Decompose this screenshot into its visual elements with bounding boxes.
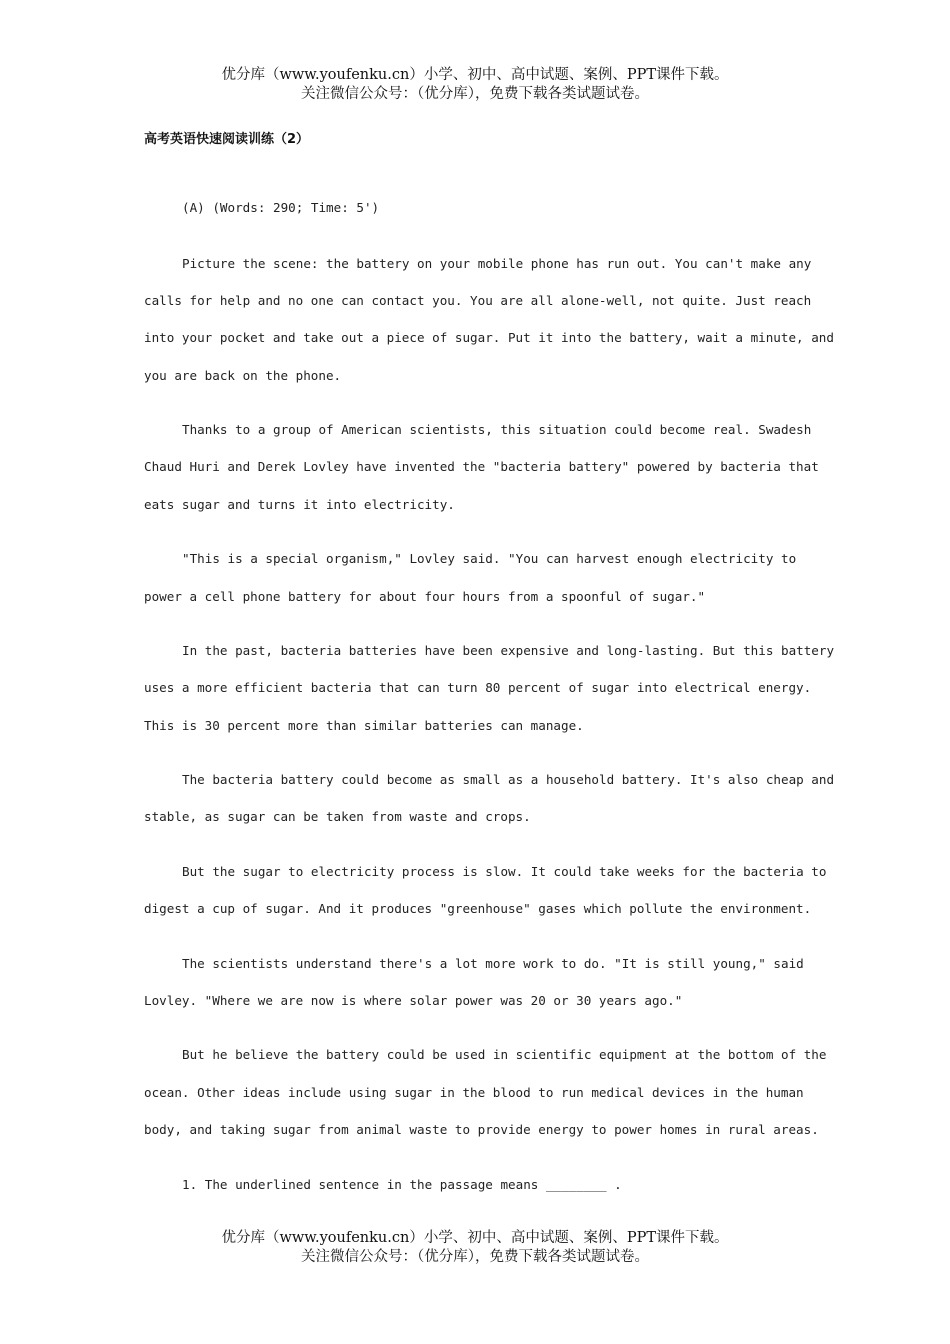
- paragraph-2-line-1: Thanks to a group of American scientists, this situation could become real. Swadesh: [182, 422, 812, 437]
- section-label: (A) (Words: 290; Time: 5'): [182, 200, 380, 215]
- question-1: 1. The underlined sentence in the passage means ________ .: [182, 1177, 622, 1192]
- paragraph-1-line-2: calls for help and no one can contact you. You are all alone-well, not quite. Just reach: [144, 293, 812, 308]
- paragraph-4-line-3: This is 30 percent more than similar batteries can manage.: [144, 718, 584, 733]
- paragraph-6-line-2: digest a cup of sugar. And it produces "greenhouse" gases which pollute the environment.: [144, 901, 812, 916]
- header-line-1: 优分库（www.youfenku.cn）小学、初中、高中试题、案例、PPT课件下载。: [221, 67, 729, 83]
- document-title: 高考英语快速阅读训练（2）: [144, 132, 310, 147]
- paragraph-8-line-2: ocean. Other ideas include using sugar in the blood to run medical devices in the human: [144, 1085, 804, 1100]
- page-header: [0, 66, 950, 104]
- paragraph-3-line-1: "This is a special organism," Lovley said. "You can harvest enough electricity to: [182, 551, 797, 566]
- paragraph-1-line-4: you are back on the phone.: [144, 368, 342, 383]
- paragraph-4-line-1: In the past, bacteria batteries have been expensive and long-lasting. But this battery: [182, 643, 835, 658]
- paragraph-3-line-2: power a cell phone battery for about four hours from a spoonful of sugar.": [144, 589, 706, 604]
- paragraph-4-line-2: uses a more efficient bacteria that can turn 80 percent of sugar into electrical energy.: [144, 680, 812, 695]
- paragraph-1-line-3: into your pocket and take out a piece of sugar. Put it into the battery, wait a minute, and: [144, 330, 834, 345]
- footer-line-2: 关注微信公众号：（优分库），免费下载各类试题试卷。: [301, 1249, 649, 1265]
- header-line-2: 关注微信公众号：（优分库），免费下载各类试题试卷。: [301, 86, 649, 102]
- page-footer: [0, 1229, 950, 1267]
- paragraph-1-line-1: Picture the scene: the battery on your mobile phone has run out. You can't make any: [182, 256, 812, 271]
- paragraph-7-line-1: The scientists understand there's a lot more work to do. "It is still young," said: [182, 956, 804, 971]
- paragraph-8-line-1: But he believe the battery could be used in scientific equipment at the bottom of the: [182, 1047, 827, 1062]
- paragraph-2-line-3: eats sugar and turns it into electricity.: [144, 497, 455, 512]
- paragraph-5-line-1: The bacteria battery could become as small as a household battery. It's also cheap and: [182, 772, 835, 787]
- paragraph-2-line-2: Chaud Huri and Derek Lovley have invented the "bacteria battery" powered by bacteria that: [144, 459, 819, 474]
- paragraph-8-line-3: body, and taking sugar from animal waste to provide energy to power homes in rural areas.: [144, 1122, 819, 1137]
- paragraph-5-line-2: stable, as sugar can be taken from waste and crops.: [144, 809, 531, 824]
- footer-line-1: 优分库（www.youfenku.cn）小学、初中、高中试题、案例、PPT课件下载。: [221, 1230, 729, 1246]
- paragraph-6-line-1: But the sugar to electricity process is slow. It could take weeks for the bacteria to: [182, 864, 827, 879]
- paragraph-7-line-2: Lovley. "Where we are now is where solar power was 20 or 30 years ago.": [144, 993, 683, 1008]
